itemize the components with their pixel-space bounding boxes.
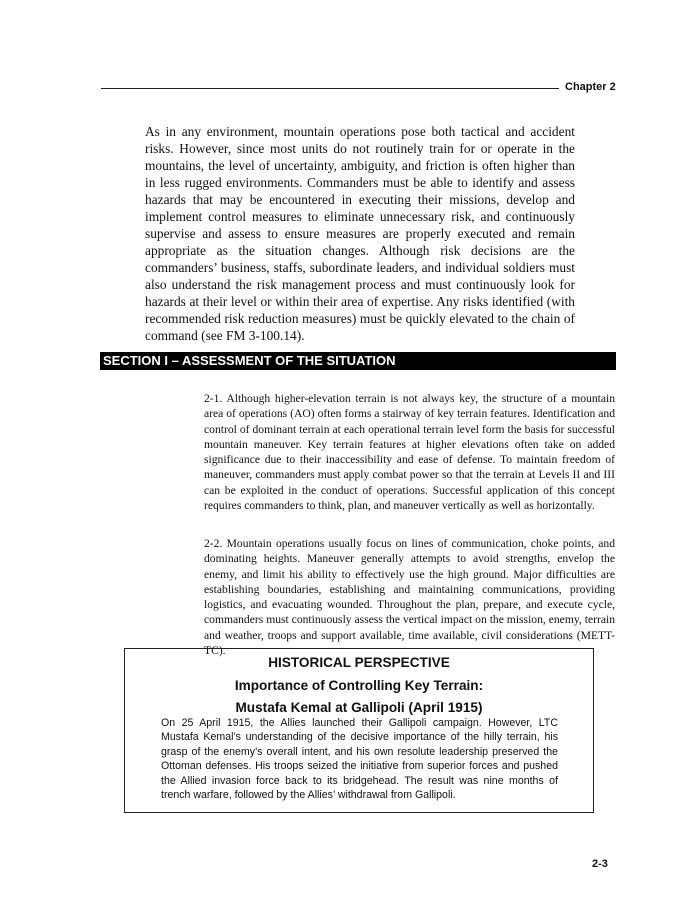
intro-paragraph: As in any environment, mountain operations pose both tactical and accident risks. However, since most units do not routinely train for or operate in the mountains, the level of uncertainty, ambiguity, and friction is often higher than in less rugged environments. Commanders must be able to identify and assess hazards that may be encountered in executing their missions, develop and implement control measures to eliminate unnecessary risk, and continuously supervise and assess to ensure measures are properly executed and remain appropriate as the situation changes. Although risk decisions are the commanders’ business, staffs, subordinate leaders, and individual soldiers must also understand the risk management process and must continuously look for hazards at their level or within their area of expertise. Any risks identified (with recommended risk reduction measures) must be quickly elevated to the chain of command (see FM 3-100.14). <box>145 124 575 343</box>
paragraph-2-1: 2-1. Although higher-elevation terrain is not always key, the structure of a mountain area of operations (AO) often forms a stairway of key terrain features. Identification and control of dominant terrain at each operational terrain level form the basis for successful mountain maneuver. Key terrain features at higher elevations often take on added significance due to their inaccessibility and ease of defense. To maintain freedom of maneuver, commanders must apply combat power so that the terrain at Levels II and III can be exploited in the conduct of operations. Successful application of this concept requires commanders to think, plan, and maneuver vertically as well as horizontally. <box>204 392 615 513</box>
chapter-label: Chapter 2 <box>565 81 616 93</box>
paragraph-2-2: 2-2. Mountain operations usually focus on lines of communication, choke points, and dominating heights. Maneuver generally attempts to avoid strengths, envelop the enemy, and limit his ability to effectively use the high ground. Major difficulties are establishing boundaries, establishing and maintaining communications, providing logistics, and evacuating wounded. Throughout the plan, prepare, and execute cycle, commanders must continuously assess the vertical impact on the mission, enemy, terrain and weather, troops and support available, time available, civil considerations (METT-TC). <box>204 537 615 658</box>
historical-perspective-body: On 25 April 1915, the Allies launched their Gallipoli campaign. However, LTC Mustafa Kemal’s understanding of the decisive importance of the hilly terrain, his grasp of the enemy’s overall intent, and his own resolute leadership preserved the Ottoman defenses. His troops seized the initiative from superior forces and pushed the Allied invasion force back to its bridgehead. The result was nine months of trench warfare, followed by the Allies’ withdrawal from Gallipoli. <box>161 717 558 802</box>
page-number: 2-3 <box>592 858 608 870</box>
historical-perspective-subtitle-2: Mustafa Kemal at Gallipoli (April 1915) <box>235 700 483 715</box>
historical-perspective-title: HISTORICAL PERSPECTIVE <box>268 655 450 670</box>
header-rule <box>101 88 559 89</box>
historical-perspective-box <box>124 648 594 813</box>
section-heading: SECTION I – ASSESSMENT OF THE SITUATION <box>100 352 616 370</box>
historical-perspective-subtitle: Importance of Controlling Key Terrain: <box>234 678 484 693</box>
